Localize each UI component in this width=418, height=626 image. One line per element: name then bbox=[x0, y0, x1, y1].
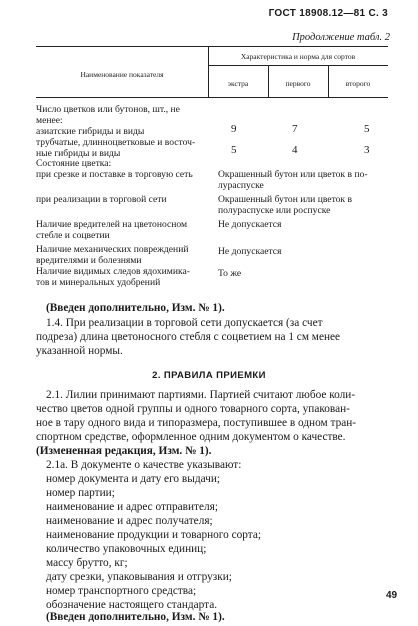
list-item: наименование и адрес отправителя; bbox=[46, 501, 218, 513]
paragraph-line: чество цветов одной группы и одного товарного сорта, упакован- bbox=[36, 403, 350, 415]
list-item: обозначение настоящего стандарта. bbox=[46, 599, 218, 611]
paragraph-line: 1.4. При реализации в торговой сети допускается (за счет bbox=[46, 317, 323, 329]
paragraph-line: указанной нормы. bbox=[36, 345, 123, 357]
value-first: 4 bbox=[292, 144, 298, 156]
table-row-label: Наличие механических повреждений bbox=[36, 244, 189, 255]
table-subheader-line bbox=[208, 65, 388, 66]
table-row-label: ные гибриды и виды bbox=[36, 148, 121, 159]
value-extra: 9 bbox=[231, 123, 237, 135]
list-item: номер документа и дату его выдачи; bbox=[46, 473, 220, 485]
table-merged-value: Не допускается bbox=[218, 219, 282, 230]
table-merged-value: То же bbox=[218, 268, 242, 279]
col-header-second: второго bbox=[345, 79, 371, 88]
table-row-label: при реализации в торговой сети bbox=[36, 194, 167, 205]
col-header-group: Характеристика и норма для сортов bbox=[240, 52, 356, 61]
section-title: 2. ПРАВИЛА ПРИЕМКИ bbox=[152, 370, 266, 381]
list-item: массу брутто, кг; bbox=[46, 557, 128, 569]
amendment-note: (Измененная редакция, Изм. № 1). bbox=[36, 445, 212, 457]
table-row-label: Наличие вредителей на цветоносном bbox=[36, 219, 188, 230]
table-row-label: Наличие видимых следов ядохимика- bbox=[36, 266, 190, 277]
paragraph-line: спортном средстве, оформленное одним документом о качестве. bbox=[36, 431, 346, 443]
col-header-first: первого bbox=[285, 79, 311, 88]
table-header-bottom-border bbox=[36, 97, 388, 98]
paragraph-line: 2.1. Лилии принимают партиями. Партией считают любое коли- bbox=[46, 389, 356, 401]
table-row-label: Состояние цветка: bbox=[36, 158, 112, 169]
paragraph-line: 2.1а. В документе о качестве указывают: bbox=[46, 459, 242, 471]
table-top-border bbox=[36, 46, 388, 47]
table-continuation-label: Продолжение табл. 2 bbox=[292, 32, 390, 43]
list-item: количество упаковочных единиц; bbox=[46, 543, 207, 555]
table-row-label: тов и минеральных удобрений bbox=[36, 277, 161, 288]
amendment-note: (Введен дополнительно, Изм. № 1). bbox=[46, 302, 225, 314]
col-header-parameter: Наименование показателя bbox=[80, 70, 164, 79]
amendment-note: (Введен дополнительно, Изм. № 1). bbox=[46, 611, 225, 623]
table-row-label: трубчатые, длинноцветковые и восточ- bbox=[36, 137, 196, 148]
table-merged-value: лураспуске bbox=[218, 180, 264, 191]
value-second: 5 bbox=[364, 123, 370, 135]
table-row-label: стебле и соцветии bbox=[36, 230, 110, 241]
table-merged-value: Окрашенный бутон или цветок в по- bbox=[218, 169, 368, 180]
table-merged-value: полураспуске или роспуске bbox=[218, 205, 331, 216]
paragraph-line: подреза) длина цветоносного стебля с соцветием на 1 см менее bbox=[36, 331, 341, 343]
table-row-label: вредителями и болезнями bbox=[36, 255, 142, 266]
page-number: 49 bbox=[386, 590, 398, 601]
table-merged-value: Окрашенный бутон или цветок в bbox=[218, 194, 353, 205]
gost-header: ГОСТ 18908.12—81 С. 3 bbox=[268, 8, 388, 19]
paragraph-line: ное в тару одного вида и типоразмера, поступившее в одном тран- bbox=[36, 417, 357, 429]
list-item: дату срезки, упаковывания и отгрузки; bbox=[46, 571, 232, 583]
table-merged-value: Не допускается bbox=[218, 246, 282, 257]
list-item: наименование продукции и товарного сорта; bbox=[46, 529, 262, 541]
table-row-label: азиатские гибриды и виды bbox=[36, 126, 145, 137]
value-extra: 5 bbox=[231, 144, 237, 156]
table-row-label: при срезке и поставке в торговую сеть bbox=[36, 169, 193, 180]
list-item: наименование и адрес получателя; bbox=[46, 515, 213, 527]
table-row-label: Число цветков или бутонов, шт., не bbox=[36, 104, 180, 115]
value-second: 3 bbox=[364, 144, 370, 156]
list-item: номер транспортного средства; bbox=[46, 585, 197, 597]
value-first: 7 bbox=[292, 123, 298, 135]
col-header-extra: экстра bbox=[227, 79, 249, 88]
list-item: номер партии; bbox=[46, 487, 115, 499]
table-row-label: менее: bbox=[36, 115, 63, 126]
